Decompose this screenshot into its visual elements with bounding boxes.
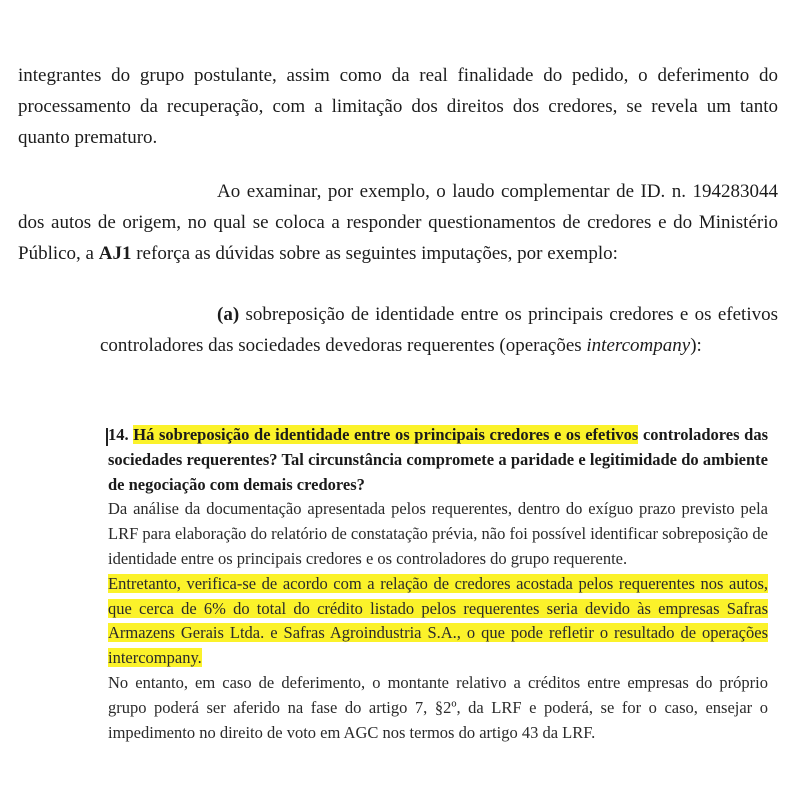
paragraph-continuation: integrantes do grupo postulante, assim como da real finalidade do pedido, o deferimento do processamento da recuperação, com a limitação dos direitos dos credores, se revela um tanto quanto prematuro. <box>18 65 778 148</box>
quote-question-rest: controladores das sociedades requerentes? Tal circunstância compromete a paridade e legitimidade do ambiente de negociação com demais credores? <box>108 425 768 494</box>
paragraph-laudo-text-2: reforça as dúvidas sobre as seguintes imputações, por exemplo: <box>131 243 618 264</box>
aj1-bold: AJ1 <box>98 243 132 264</box>
item-a-marker: (a) <box>217 304 240 325</box>
item-a-italic: intercompany <box>586 335 691 356</box>
quoted-excerpt <box>108 423 768 745</box>
item-a-closing: ): <box>690 335 702 356</box>
quote-number: 14. <box>108 425 134 444</box>
item-a-text: sobreposição de identidade entre os principais credores e os efetivos controladores das sociedades devedoras requerentes (operações <box>100 304 778 356</box>
quote-answer-3: No entanto, em caso de deferimento, o montante relativo a créditos entre empresas do próprio grupo poderá ser aferido na fase do artigo 7, §2º, da LRF e poderá, se for o caso, ensejar o impedimento no direito de voto em AGC nos termos do artigo 43 da LRF. <box>108 672 768 742</box>
quote-answer-2-highlight: Entretanto, verifica-se de acordo com a relação de credores acostada pelos requerentes nos autos, que cerca de 6% do total do crédito listado pelos requerentes seria devido às empresas Safras Armazens Gerais Ltda. e Safras Agroindustria S.A., o que pode refletir o resultado de operações intercompany. <box>108 573 768 668</box>
quote-question <box>108 423 768 497</box>
quote-answer-2 <box>108 572 768 671</box>
paragraph-laudo <box>18 176 778 269</box>
paragraph-laudo-text-1: Ao examinar, por exemplo, o laudo complementar de ID. n. 194283044 dos autos de origem, no qual se coloca a responder questionamentos de credores e do Ministério Público, a <box>18 181 778 264</box>
quote-answer-1: Da análise da documentação apresentada pelos requerentes, dentro do exíguo prazo previsto pela LRF para elaboração do relatório de constatação prévia, não foi possível identificar sobreposição de identidade entre os principais credores e os controladores do grupo requerente. <box>108 499 768 568</box>
quote-question-highlight: Há sobreposição de identidade entre os principais credores e os efetivos <box>133 425 639 444</box>
item-a <box>100 299 778 361</box>
